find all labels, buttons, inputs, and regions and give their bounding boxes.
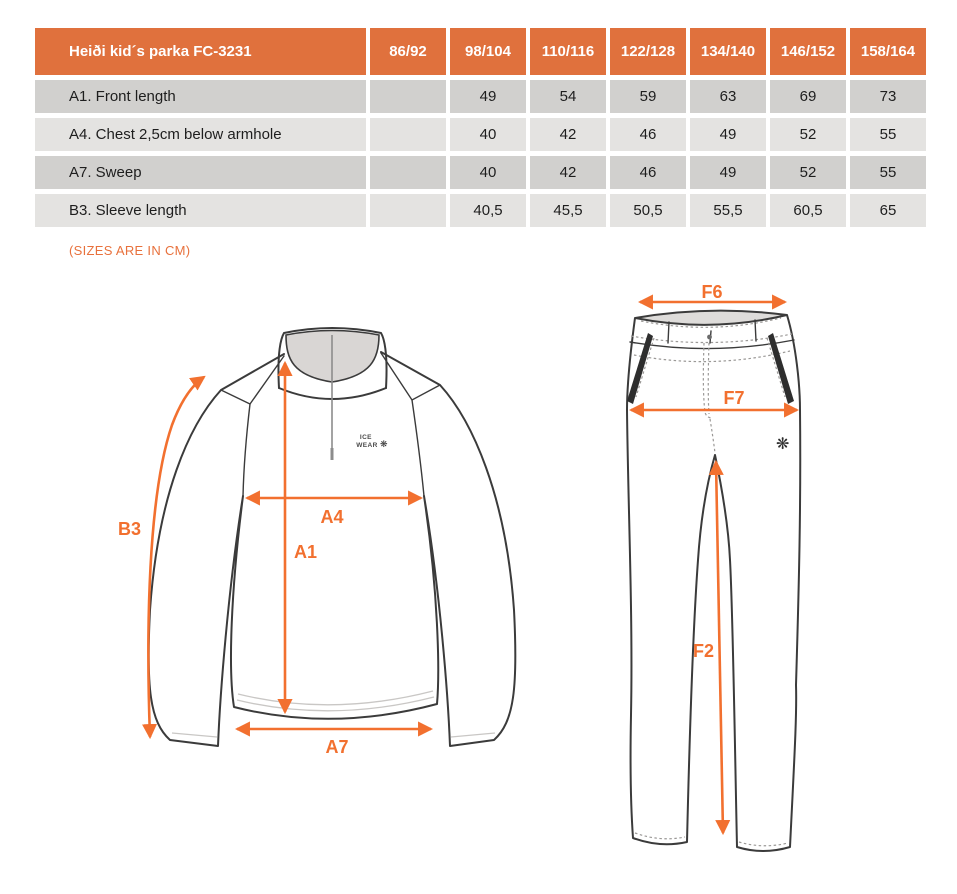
- measurement-value: 45,5: [530, 194, 606, 227]
- measurement-value: 40: [450, 156, 526, 189]
- measurement-value: 59: [610, 80, 686, 113]
- measurement-value: 52: [770, 118, 846, 151]
- waist-button: [707, 335, 712, 340]
- left-belt-loop: [668, 322, 669, 343]
- size-chart-table: [35, 28, 926, 232]
- measurement-value: 52: [770, 156, 846, 189]
- measurement-label: A4. Chest 2,5cm below armhole: [35, 118, 366, 151]
- measurement-value: 54: [530, 80, 606, 113]
- size-column-header: 134/140: [690, 28, 766, 75]
- right-hem-stitch: [739, 842, 788, 846]
- measurement-label: A1. Front length: [35, 80, 366, 113]
- snowflake-icon: ❋: [380, 440, 388, 450]
- a1-label: A1: [294, 542, 318, 562]
- b3-arrow: [148, 377, 204, 737]
- a7-label: A7: [325, 737, 349, 757]
- hem-stitch-2: [238, 691, 433, 705]
- measurement-value: 49: [450, 80, 526, 113]
- table-row: [35, 194, 926, 227]
- measurement-value: 60,5: [770, 194, 846, 227]
- fly-stitch-right: [708, 343, 709, 414]
- measurement-value: 49: [690, 118, 766, 151]
- left-shoulder-seam: [221, 356, 284, 404]
- logo-line2: WEAR: [356, 442, 378, 449]
- measurement-value: 40,5: [450, 194, 526, 227]
- measurement-value: [370, 194, 446, 227]
- snowflake-icon: ❋: [776, 434, 790, 453]
- right-shoulder-seam: [381, 353, 440, 400]
- measurement-value: [370, 80, 446, 113]
- size-column-header: 122/128: [610, 28, 686, 75]
- f6-label: F6: [701, 285, 723, 302]
- measurement-value: 65: [850, 194, 926, 227]
- measurement-value: 50,5: [610, 194, 686, 227]
- b3-label: B3: [118, 519, 142, 539]
- jacket-measurement-diagram: [100, 290, 545, 780]
- product-title: Heiði kid´s parka FC-3231: [35, 28, 366, 75]
- measurement-value: [370, 156, 446, 189]
- units-note: (SIZES ARE IN CM): [69, 243, 191, 258]
- measurement-value: 46: [610, 118, 686, 151]
- pants-body-outline: [627, 315, 800, 851]
- size-column-header: 158/164: [850, 28, 926, 75]
- measurement-label: B3. Sleeve length: [35, 194, 366, 227]
- f7-label: F7: [723, 388, 745, 408]
- fly-stitch-left: [703, 343, 711, 418]
- right-raglan-seam: [412, 400, 424, 496]
- table-header-row: [35, 28, 926, 75]
- right-cuff-stitch: [451, 733, 495, 737]
- measurement-value: 55,5: [690, 194, 766, 227]
- hip-yoke-stitch: [634, 351, 790, 362]
- pants-measurements: [631, 285, 797, 833]
- jacket-drawing: [149, 328, 516, 746]
- measurement-value: [370, 118, 446, 151]
- crotch-seam-stitch: [710, 419, 715, 453]
- logo-line1: ICE: [359, 434, 372, 441]
- hem-stitch-1: [237, 697, 434, 711]
- f2-arrow: [716, 462, 723, 833]
- table-row: [35, 118, 926, 151]
- pants-measurement-diagram: [610, 285, 822, 875]
- measurement-value: 46: [610, 156, 686, 189]
- right-pocket-opening: [768, 333, 794, 404]
- measurement-label: A7. Sweep: [35, 156, 366, 189]
- size-column-header: 86/92: [370, 28, 446, 75]
- size-column-header: 98/104: [450, 28, 526, 75]
- table-body: [35, 80, 926, 227]
- table-row: [35, 156, 926, 189]
- right-belt-loop: [755, 320, 756, 341]
- measurement-value: 55: [850, 118, 926, 151]
- measurement-value: 63: [690, 80, 766, 113]
- a4-label: A4: [320, 507, 344, 527]
- size-column-header: 110/116: [530, 28, 606, 75]
- measurement-value: 69: [770, 80, 846, 113]
- measurement-value: 40: [450, 118, 526, 151]
- waist-opening-fill: [635, 311, 787, 325]
- measurement-value: 55: [850, 156, 926, 189]
- left-hem-stitch: [635, 833, 685, 839]
- measurement-value: 42: [530, 156, 606, 189]
- f2-label: F2: [692, 641, 714, 661]
- measurement-value: 42: [530, 118, 606, 151]
- left-cuff-stitch: [172, 733, 217, 737]
- size-column-header: 146/152: [770, 28, 846, 75]
- pants-drawing: [627, 311, 800, 851]
- measurement-value: 73: [850, 80, 926, 113]
- table-row: [35, 80, 926, 113]
- measurement-value: 49: [690, 156, 766, 189]
- jacket-measurements: [118, 363, 431, 757]
- brand-logo-text: [356, 434, 377, 449]
- left-raglan-seam: [243, 404, 250, 496]
